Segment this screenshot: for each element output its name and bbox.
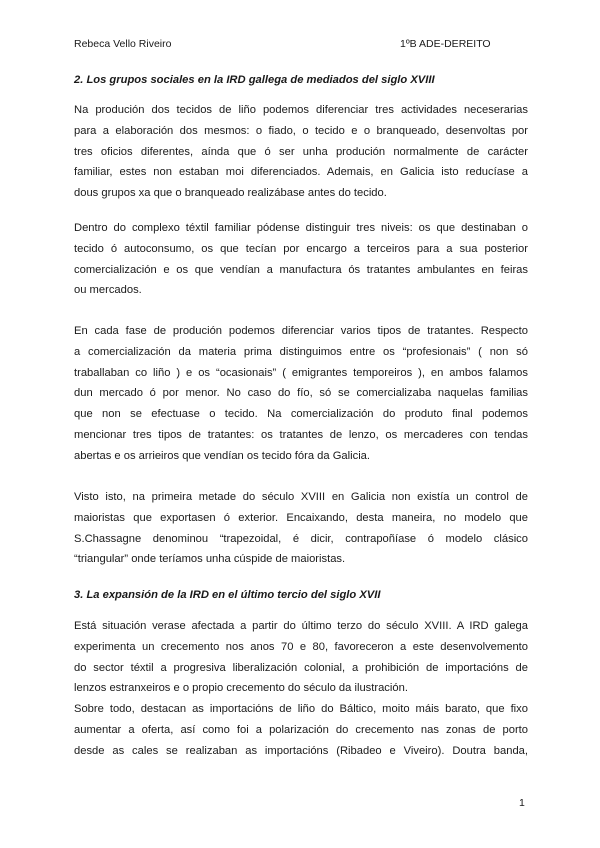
section-2-paragraph-3 — [74, 321, 528, 467]
text-line: tecido ó autoconsumo, os que tecían por encargo a terceiros para a sua posterior — [74, 242, 528, 255]
text-line: Dentro do complexo téxtil familiar pódense distinguir tres niveis: os que destinaban o — [74, 222, 528, 234]
section-2-paragraph-4 — [74, 487, 528, 570]
header-course: 1ºB ADE-DEREITO — [400, 38, 491, 50]
text-line: lenzos estranxeiros e o propio crecemento do século da ilustración. — [74, 682, 408, 695]
text-line: Visto isto, na primeira metade do século XVIII en Galicia non existía un control de — [74, 491, 528, 503]
text-line: Está situación verase afectada a partir do último terzo do século XVIII. A IRD galega — [74, 620, 528, 632]
page-number: 1 — [519, 797, 525, 809]
text-line: maioristas que exportasen ó exterior. Encaixando, desta maneira, no modelo que — [74, 511, 528, 524]
text-line: En cada fase de produción podemos diferenciar varios tipos de tratantes. Respecto — [74, 325, 528, 337]
text-line: que non se efectuase o tecido. Na comercialización do produto final podemos — [74, 408, 528, 421]
header-author: Rebeca Vello Riveiro — [74, 38, 172, 50]
text-line: aumentar a oferta, así como foi a polarización do crecemento nas zonas de porto — [74, 723, 528, 736]
text-line: dun mercado ó por menor. No caso do fío, só se comercializaba naquelas familias — [74, 387, 528, 400]
section-2-paragraph-2 — [74, 218, 528, 301]
text-line: a comercialización da materia prima distinguimos entre os “profesionais” ( non só — [74, 345, 528, 358]
section-2-paragraph-1 — [74, 100, 528, 204]
section-3-paragraph-1 — [74, 616, 528, 762]
text-line: desde as cales se realizaban as importacións (Ribadeo e Viveiro). Doutra banda, — [74, 744, 528, 757]
text-line: Sobre todo, destacan as importacións de liño do Báltico, moito máis barato, que fixo — [74, 703, 528, 716]
text-line: para a elaboración dos mesmos: o fiado, o tecido e o branqueado, desenvoltas por — [74, 124, 528, 137]
text-line: tres oficios diferentes, aínda que ó ser unha produción normalmente de carácter — [74, 145, 528, 158]
section-2-heading: 2. Los grupos sociales en la IRD gallega de mediados del siglo XVIII — [74, 74, 435, 86]
section-3-heading: 3. La expansión de la IRD en el último tercio del siglo XVII — [74, 589, 381, 601]
text-line: mencionar tres tipos de tratantes: os tratantes de lenzo, os mercaderes con tendas — [74, 428, 528, 441]
text-line: familiar, estes non estaban moi diferenciados. Ademais, en Galicia isto reducíase a — [74, 166, 528, 179]
text-line: do sector téxtil a progresiva liberalización colonial, a prohibición de importacións de — [74, 661, 528, 674]
text-line: S.Chassagne denominou “trapezoidal, é dicir, contrapoñíase ó modelo clásico — [74, 532, 528, 545]
text-line: dous grupos xa que o branqueado realizábase antes do tecido. — [74, 187, 387, 200]
text-line: Na produción dos tecidos de liño podemos diferenciar tres actividades neceserarias — [74, 104, 528, 116]
text-line: ou mercados. — [74, 284, 142, 297]
text-line: experimenta un crecemento nos anos 70 e 80, favoreceron a este desenvolvemento — [74, 640, 528, 653]
text-line: abertas e os arrieiros que vendían os tecido fóra da Galicia. — [74, 449, 371, 462]
text-line: “triangular” onde teríamos unha cúspide de maioristas. — [74, 553, 346, 566]
text-line: comercialización e os que vendían a manufactura ós tratantes ambulantes en feiras — [74, 263, 528, 276]
text-line: traballaban co liño ) e os “ocasionais” ( emigrantes temporeiros ), en ambos falamos — [74, 366, 528, 379]
